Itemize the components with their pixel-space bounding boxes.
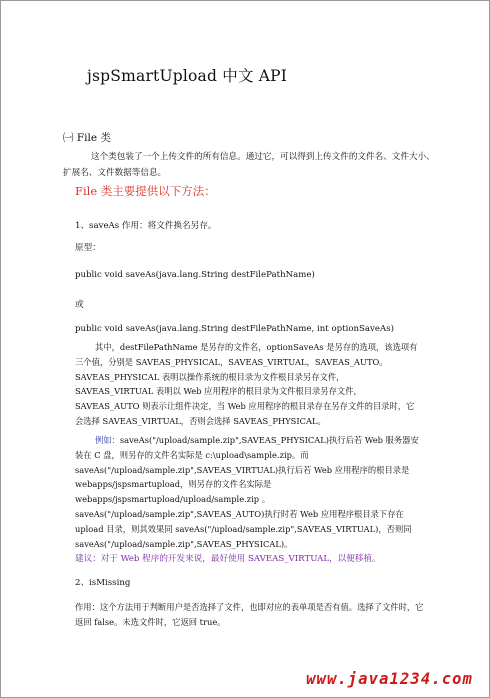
example-body: saveAs("/upload/sample.zip",SAVEAS_PHYSICAL)执行后若 Web 服务器安装在 C 盘，则另存的文件名实际是 c:\upload\sample.zip。而 saveAs("/upload/sample.zip",SAVEAS_VIRTUAL)执行后若 Web 应用程序的根目录是 webapps/jspsmartupload，则另存的文件名实际是 webapps/jspsmartupload/upload/sample.zip 。saveAs("/upload/sample.zip",SAVEAS_AUTO)执行时若 Web 应用程序根目录下存在 upload 目录，则其效果同 saveAs("/upload/sample.zip",SAVEAS_VIRTUAL)，否则同 saveAs("/upload/sample.zip",SAVEAS_PHYSICAL)。: [75, 435, 419, 549]
document-title: jspSmartUpload 中文 API: [87, 67, 288, 85]
site-watermark: www.java1234.com: [306, 670, 473, 688]
prototype-label: 原型：: [75, 243, 101, 253]
method-ismissing-heading: 2、isMissing: [75, 578, 131, 588]
signature-1: public void saveAs(java.lang.String destFilePathName): [75, 270, 315, 280]
section-heading: ㈠ File 类: [63, 132, 111, 144]
saveas-example: [75, 433, 421, 551]
intro-paragraph: 这个类包装了一个上传文件的所有信息。通过它，可以得到上传文件的文件名、文件大小、扩展名、文件数据等信息。: [63, 152, 435, 178]
example-lead: 例如：: [95, 435, 120, 445]
suggestion-note: 建议：对于 Web 程序的开发来说，最好使用 SAVEAS_VIRTUAL，以便移植。: [75, 554, 381, 564]
ismissing-description: 作用：这个方法用于判断用户是否选择了文件，也即对应的表单项是否有值。选择了文件时，它返回 false。未选文件时，它返回 true。: [75, 602, 424, 627]
signature-2: public void saveAs(java.lang.String destFilePathName, int optionSaveAs): [75, 324, 394, 334]
saveas-description: 其中，destFilePathName 是另存的文件名，optionSaveAs 是另存的选项，该选项有三个值，分别是 SAVEAS_PHYSICAL，SAVEAS_VIRTUAL，SAVEAS_AUTO。SAVEAS_PHYSICAL 表明以操作系统的根目录为文件根目录另存文件，SAVEAS_VIRTUAL 表明以 Web 应用程序的根目录为文件根目录另存文件，SAVEAS_AUTO 则表示让组件决定，当 Web 应用程序的根目录存在另存文件的目录时，它会选择 SAVEAS_VIRTUAL，否则会选择 SAVEAS_PHYSICAL。: [75, 342, 418, 426]
method-saveas-heading: 1、saveAs 作用：将文件换名另存。: [75, 221, 217, 231]
methods-heading: File 类主要提供以下方法：: [75, 184, 216, 198]
watermark-bar: [1, 664, 489, 694]
or-label: 或: [75, 300, 84, 310]
